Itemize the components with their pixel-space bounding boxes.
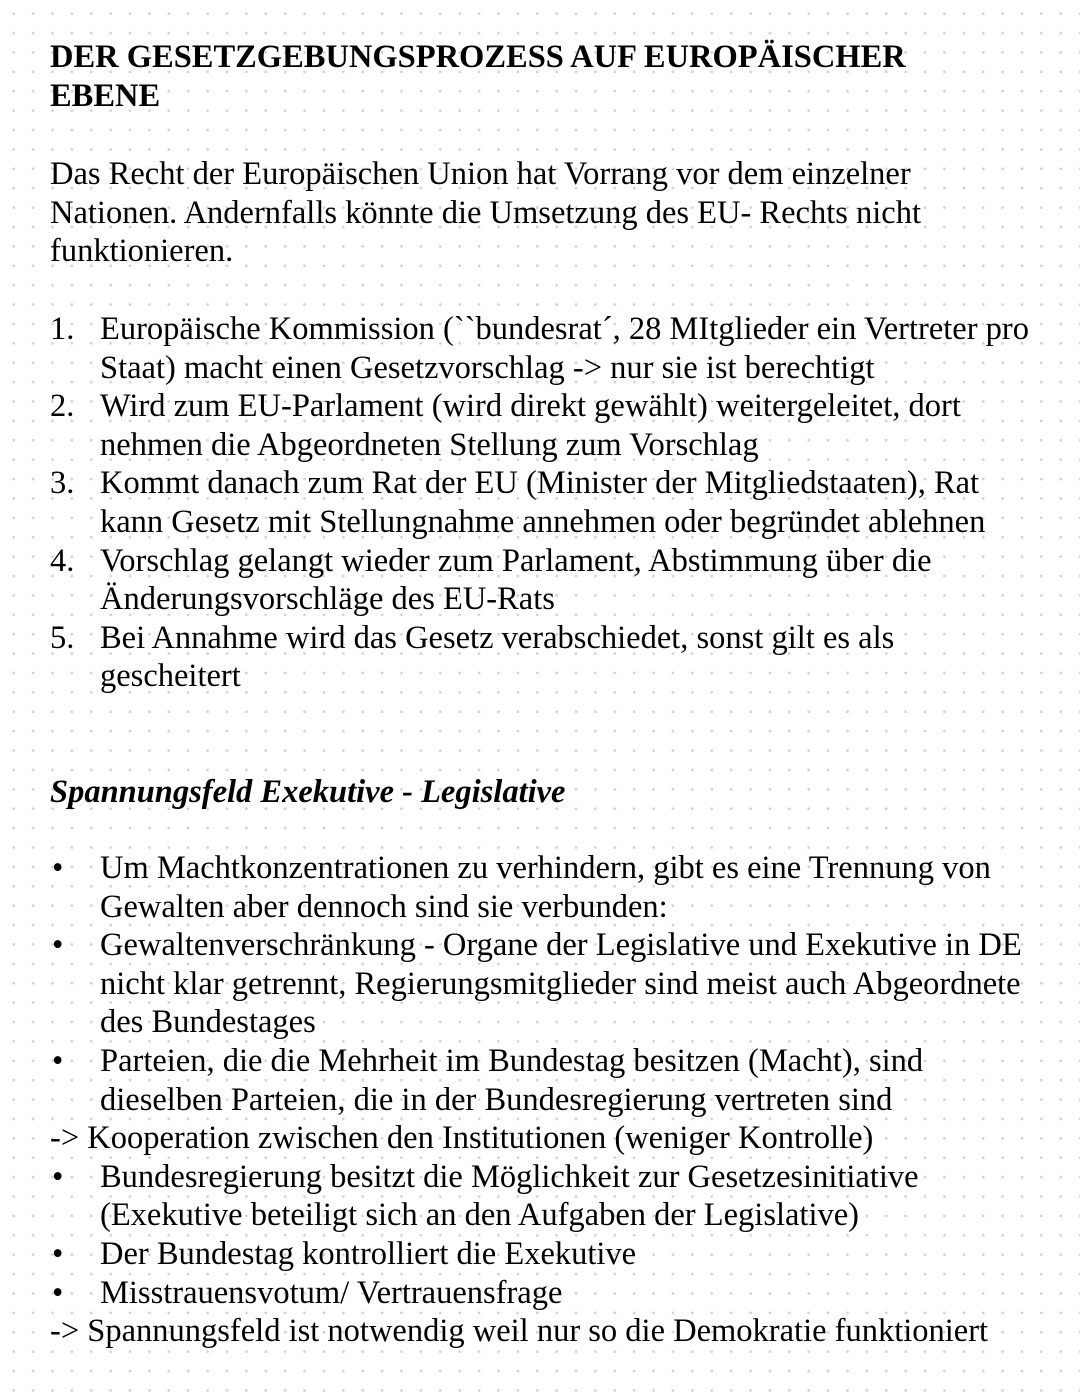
- list-item: [50, 849, 1050, 926]
- document-title: [50, 38, 1040, 115]
- list-item: [50, 1158, 1050, 1235]
- bullet-text: Um Machtkonzentrationen zu verhindern, gibt es eine Trennung von Gewalten aber dennoch sind sie verbunden:: [100, 850, 991, 925]
- step-text: Wird zum EU-Parlament (wird direkt gewählt) weitergeleitet, dort nehmen die Abgeordneten Stellung zum Vorschlag: [100, 388, 961, 463]
- bullet-icon: •: [52, 1042, 64, 1079]
- bullet-icon: •: [52, 927, 64, 964]
- step-text: Kommt danach zum Rat der EU (Minister der Mitgliedstaaten), Rat kann Gesetz mit Stellungnahme annehmen oder begründet ablehnen: [100, 465, 986, 540]
- step-number: 5.: [50, 619, 75, 656]
- list-item: [50, 1042, 1050, 1119]
- step-number: 3.: [50, 465, 75, 502]
- bullet-text: Bundesregierung besitzt die Möglichkeit zur Gesetzesinitiative (Exekutive beteiligt sich an den Aufgaben der Legislative): [100, 1158, 919, 1234]
- document-page: [50, 38, 1040, 1350]
- title-line-1: DER GESETZGEBUNGSPROZESS AUF EUROPÄISCHER: [50, 39, 906, 75]
- list-item: [50, 464, 1040, 541]
- section-title: Spannungsfeld Exekutive - Legislative: [50, 774, 566, 810]
- bullet-text: Der Bundestag kontrolliert die Exekutive: [100, 1235, 637, 1272]
- step-text: Vorschlag gelangt wieder zum Parlament, Abstimmung über die Änderungsvorschläge des EU-Rats: [100, 542, 932, 618]
- list-item: [50, 310, 1040, 387]
- intro-paragraph: Das Recht der Europäischen Union hat Vorrang vor dem einzelner Nationen. Andernfalls könnte die Umsetzung des EU- Rechts nicht funktionieren.: [50, 156, 921, 270]
- list-item: [50, 1235, 1050, 1274]
- conclusion-note: -> Spannungsfeld ist notwendig weil nur so die Demokratie funktioniert: [50, 1313, 989, 1350]
- bullet-icon: •: [52, 1274, 64, 1311]
- arrow-note: -> Kooperation zwischen den Institutionen (weniger Kontrolle): [50, 1120, 874, 1157]
- step-text: Europäische Kommission (``bundesrat´, 28 MItglieder ein Vertreter pro Staat) macht einen Gesetzvorschlag -> nur sie ist berechtigt: [100, 311, 1029, 386]
- bullet-text: Gewaltenverschränkung - Organe der Legislative und Exekutive in DE nicht klar getrennt, Regierungsmitglieder sind meist auch Abgeordnete des Bundestages: [100, 927, 1022, 1041]
- list-item: [50, 619, 1040, 696]
- title-line-2: EBENE: [50, 77, 161, 114]
- list-item: [50, 926, 1050, 1042]
- bullet-text: Parteien, die die Mehrheit im Bundestag besitzen (Macht), sind dieselben Parteien, die in der Bundesregierung vertreten sind: [100, 1042, 924, 1118]
- list-item: [50, 542, 1040, 619]
- tension-bullet-list: [50, 849, 1050, 1351]
- list-item: [50, 1274, 1050, 1313]
- step-text: Bei Annahme wird das Gesetz verabschiedet, sonst gilt es als gescheitert: [100, 619, 895, 695]
- legislation-steps-list: [50, 310, 1040, 696]
- bullet-icon: •: [52, 1235, 64, 1272]
- bullet-icon: •: [52, 850, 64, 886]
- bullet-text: Misstrauensvotum/ Vertrauensfrage: [100, 1274, 563, 1311]
- bullet-icon: •: [52, 1158, 64, 1195]
- step-number: 4.: [50, 542, 75, 579]
- step-number: 2.: [50, 388, 75, 425]
- step-number: 1.: [50, 311, 75, 347]
- list-item: [50, 387, 1040, 464]
